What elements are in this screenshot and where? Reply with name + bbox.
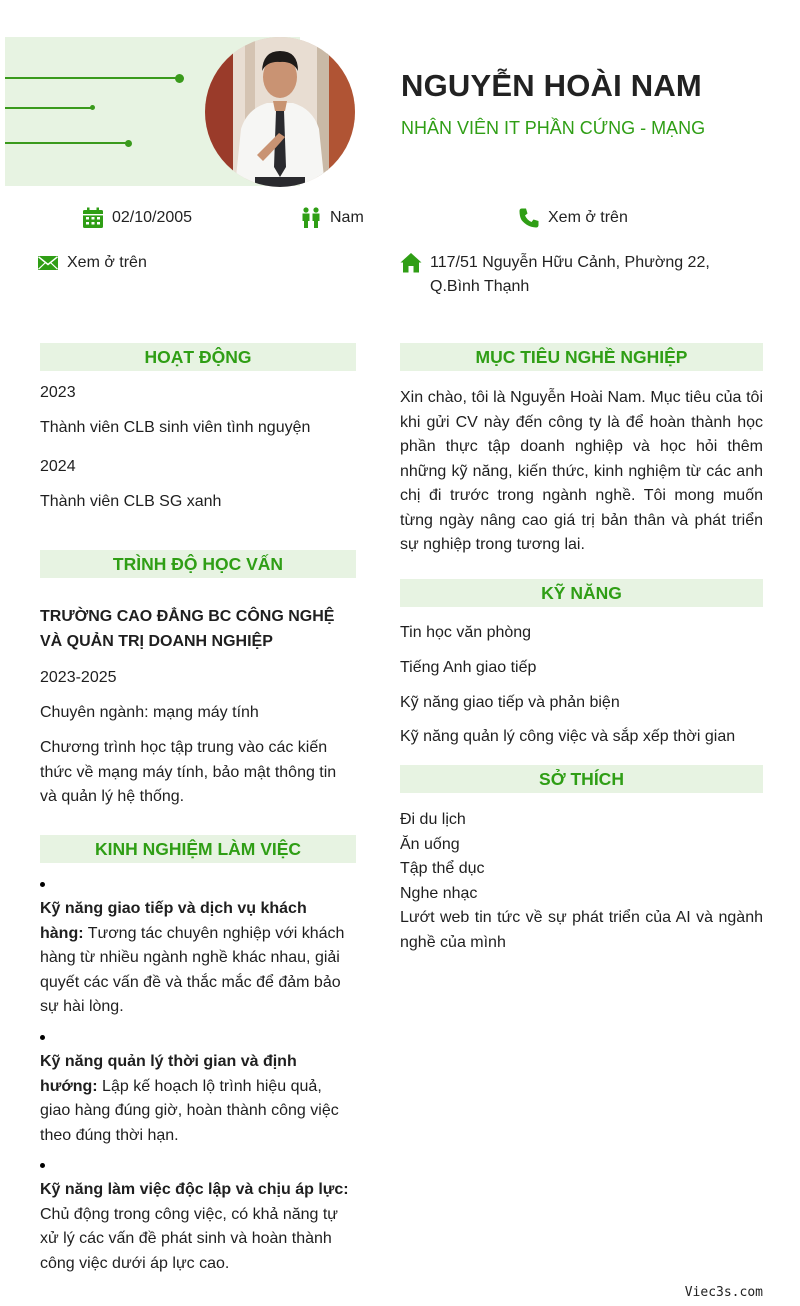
skill-item: Kỹ năng giao tiếp và phản biện <box>400 694 620 711</box>
activity-text: Thành viên CLB SG xanh <box>40 493 222 510</box>
activity-text: Thành viên CLB sinh viên tình nguyện <box>40 419 311 436</box>
activity-year: 2023 <box>40 384 76 401</box>
decor-dot <box>125 140 132 147</box>
email-value: Xem ở trên <box>67 254 147 271</box>
job-title: NHÂN VIÊN IT PHẦN CỨNG - MẠNG <box>401 118 706 138</box>
hobby-item: Lướt web tin tức về sự phát triển của AI và ngành nghề của mình <box>400 909 763 951</box>
bullet-dot <box>40 1035 45 1040</box>
experience-item-text: Chủ động trong công việc, có khả năng tự xử lý các vấn đề phát sinh và hoàn thành công việc dưới áp lực cao. <box>40 1205 339 1272</box>
experience-heading: KINH NGHIỆM LÀM VIỆC <box>40 835 356 863</box>
decor-line <box>5 107 93 109</box>
birthday-info <box>82 206 192 230</box>
bullet-dot <box>40 882 45 887</box>
profile-photo <box>205 37 355 187</box>
footer-brand: Viec3s.com <box>684 1285 763 1300</box>
activity-year: 2024 <box>40 458 76 475</box>
experience-item-title: Kỹ năng giao tiếp và dịch vụ khách hàng: <box>40 900 307 942</box>
experience-item <box>40 1050 350 1148</box>
education-description: Chương trình học tập trung vào các kiến thức về mạng máy tính, bảo mật thông tin và quản lý hệ thống. <box>40 739 337 805</box>
decor-line <box>5 77 180 79</box>
address-value: 117/51 Nguyễn Hữu Cảnh, Phường 22, Q.Bình Thạnh <box>430 254 710 295</box>
hobby-item: Nghe nhạc <box>400 885 478 902</box>
skill-item: Tin học văn phòng <box>400 624 532 641</box>
email-icon <box>37 252 59 274</box>
hobby-item: Tập thể dục <box>400 860 485 877</box>
hobby-item: Đi du lịch <box>400 811 466 828</box>
decor-dot <box>175 74 184 83</box>
experience-item-text: Tương tác chuyên nghiệp với khách hàng từ nhiều ngành nghề khác nhau, giải quyết các vấn đề và thắc mắc để đảm bảo sự hài lòng. <box>40 924 345 1015</box>
objective-text: Xin chào, tôi là Nguyễn Hoài Nam. Mục tiêu của tôi khi gửi CV này đến công ty là để hoàn thành học phần thực tập doanh nghiệp và học hỏi thêm những kỹ năng, kiến thức, kinh nghiệm từ các anh chị đi trước trong ngành nghề. Tôi mong muốn từng ngày nâng cao giá trị bản thân và phát triển sự nghiệp trong tương lai. <box>400 389 763 553</box>
phone-icon <box>518 207 540 229</box>
activities-heading: HOẠT ĐỘNG <box>40 343 356 371</box>
candidate-name: NGUYỄN HOÀI NAM <box>401 68 702 103</box>
calendar-icon <box>82 207 104 229</box>
phone-value: Xem ở trên <box>548 209 628 226</box>
decor-line <box>5 142 129 144</box>
education-major: Chuyên ngành: mạng máy tính <box>40 704 259 721</box>
objective-heading: MỤC TIÊU NGHỀ NGHIỆP <box>400 343 763 371</box>
experience-item <box>40 897 350 1020</box>
hobbies-heading: SỞ THÍCH <box>400 765 763 793</box>
hobby-item: Ăn uống <box>400 836 460 853</box>
gender-info <box>300 206 364 230</box>
experience-item-title: Kỹ năng làm việc độc lập và chịu áp lực: <box>40 1181 349 1198</box>
school-name: TRƯỜNG CAO ĐẲNG BC CÔNG NGHỆ VÀ QUẢN TRỊ DOANH NGHIỆP <box>40 608 335 650</box>
education-heading: TRÌNH ĐỘ HỌC VẤN <box>40 550 356 578</box>
skill-item: Tiếng Anh giao tiếp <box>400 659 537 676</box>
skill-item: Kỹ năng quản lý công việc và sắp xếp thời gian <box>400 728 736 745</box>
skills-heading: KỸ NĂNG <box>400 579 763 607</box>
home-icon <box>400 252 422 274</box>
email-info <box>37 251 147 275</box>
phone-info <box>518 206 628 230</box>
gender-icon <box>300 207 322 229</box>
experience-item-title: Kỹ năng quản lý thời gian và định hướng: <box>40 1053 297 1095</box>
bullet-dot <box>40 1163 45 1168</box>
decor-dot <box>90 105 95 110</box>
gender-value: Nam <box>330 209 364 226</box>
birthday-value: 02/10/2005 <box>112 209 193 226</box>
education-years: 2023-2025 <box>40 669 117 686</box>
experience-item <box>40 1178 350 1276</box>
address-info <box>400 251 740 299</box>
experience-item-text: Lập kế hoạch lộ trình hiệu quả, giao hàng đúng giờ, hoàn thành công việc theo đúng thời hạn. <box>40 1077 339 1144</box>
